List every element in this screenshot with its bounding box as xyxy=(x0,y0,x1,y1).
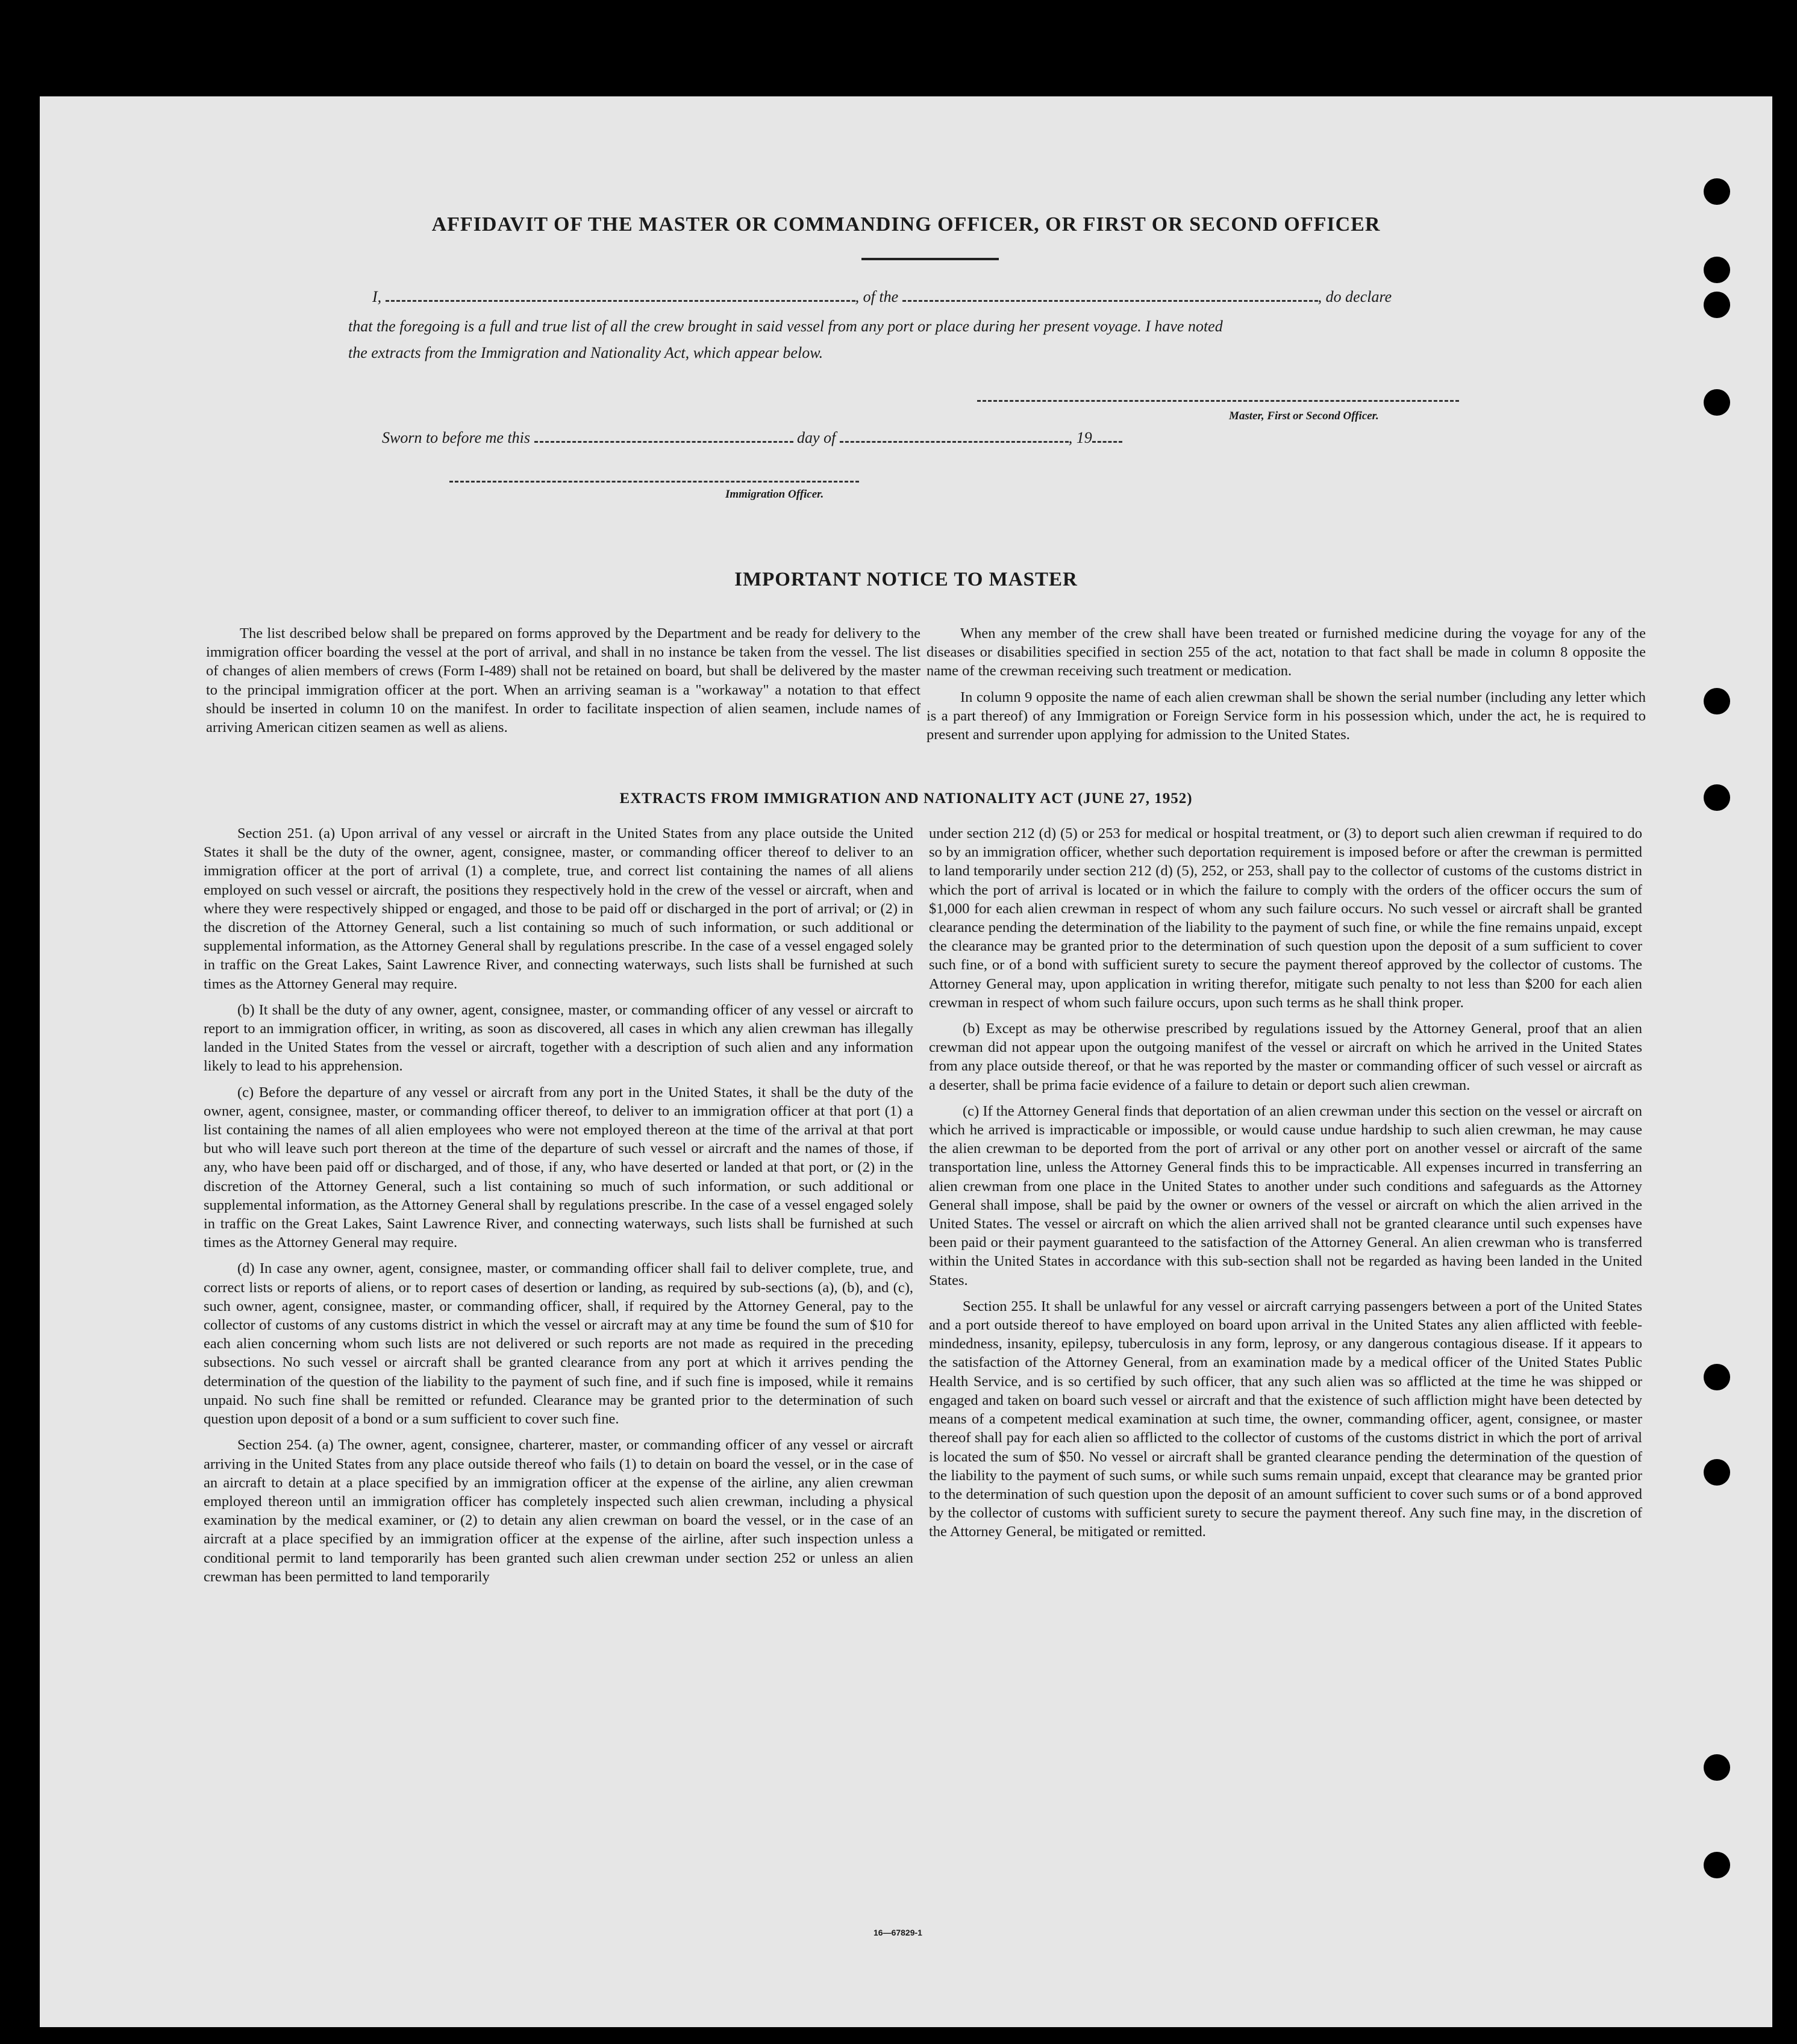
declaration-do-declare: , do declare xyxy=(1317,288,1392,305)
sworn-year-blank[interactable] xyxy=(1092,441,1122,443)
notice-title: IMPORTANT NOTICE TO MASTER xyxy=(734,569,1078,590)
notice-paragraph: The list described below shall be prepared on forms approved by the Department and be ready for delivery to the immigration officer boarding the vessel at the port of arrival, and shall in no instance be taken from the vessel. The list of changes of alien members of crews (Form I-489) shall not be retained on board, but shall be delivered by the master to the principal immigration officer at the port. When an arriving seaman is a "workaway" a notation to that effect should be inserted in column 10 on the manifest. In order to facilitate inspection of alien seamen, include names of arriving American citizen seamen as well as aliens. xyxy=(206,625,920,736)
sworn-line xyxy=(382,429,1122,447)
extracts-right-column xyxy=(929,824,1642,1549)
section-paragraph: (c) If the Attorney General finds that deportation of an alien crewman under this section on the vessel or aircraft on which he arrived is impracticable or impossible, or would cause undue hardship to such alien crewman, he may cause the alien crewman to be deported from the port of arrival or any other port on another vessel or aircraft of the same transportation line, unless the Attorney General finds this to be impracticable. All expenses incurred in transferring an alien crewman from one place in the United States to another under such conditions and safeguards as the Attorney General shall impose, shall be paid by the owner or owners of the vessel or aircraft on which the alien arrived in the United States. The vessel or aircraft on which the alien arrived shall not be granted clearance until such expenses have been paid or their payment guaranteed to the satisfaction of the Attorney General. An alien crewman who is transferred within the United States in accordance with this sub-section shall not be regarded as having been landed in the United States. xyxy=(929,1102,1642,1289)
officer-signature-line[interactable] xyxy=(449,481,859,483)
document-page xyxy=(40,96,1772,2027)
binder-hole xyxy=(1704,1364,1730,1390)
form-number: 16—67829-1 xyxy=(873,1928,922,1937)
sworn-label: Sworn to before me this xyxy=(382,429,531,446)
vessel-blank[interactable] xyxy=(902,300,1318,302)
officer-label: Immigration Officer. xyxy=(725,488,824,501)
notice-paragraph: In column 9 opposite the name of each alien crewman shall be shown the serial number (including any letter which is a part thereof) of any Immigration or Foreign Service form in his possession which, under the act, he is required to present and surrender upon applying for admission to the United States. xyxy=(927,689,1646,743)
binder-hole xyxy=(1704,1459,1730,1486)
extracts-title: EXTRACTS FROM IMMIGRATION AND NATIONALITY ACT (JUNE 27, 1952) xyxy=(619,790,1193,807)
declaration-of-the: , of the xyxy=(855,288,899,305)
sworn-day-blank[interactable] xyxy=(534,441,793,443)
section-paragraph: (b) It shall be the duty of any owner, agent, consignee, master, or commanding officer of any vessel or aircraft to report to an immigration officer, in writing, as soon as discovered, all cases in which any alien crewman has illegally landed in the United States from the vessel or aircraft, together with a description of such alien and any information likely to lead to his apprehension. xyxy=(204,1001,913,1075)
sworn-day-of: day of xyxy=(797,429,836,446)
binder-hole xyxy=(1704,292,1730,318)
section-paragraph: (c) Before the departure of any vessel or aircraft from any port in the United States, it shall be the duty of the owner, agent, consignee, master, or commanding officer thereof, to deliver to an immigration officer at that port (1) a list containing the names of all alien employees who were not employed thereon at the time of the arrival at that port but who will leave such port thereon at the time of the departure of such vessel or aircraft and the names of those, if any, who have been paid off or discharged, and of those, if any, who have deserted or landed at that port, or (2) in the discretion of the Attorney General, such a list containing so much of such information, or such additional or supplemental information, as the Attorney General shall by regulations prescribe. In the case of a vessel engaged solely in traffic on the Great Lakes, Saint Lawrence River, and connecting waterways, such lists shall be furnished at such times as the Attorney General may require. xyxy=(204,1084,913,1251)
sworn-year: , 19 xyxy=(1068,429,1092,446)
notice-left-column xyxy=(206,624,920,744)
section-paragraph: Section 251. (a) Upon arrival of any vessel or aircraft in the United States from any place outside the United States it shall be the duty of the owner, agent, consignee, master, or commanding officer thereof to deliver to an immigration officer at the port of arrival (1) a complete, true, and correct list containing the names of all aliens employed on such vessel or aircraft, the positions they respectively hold in the crew of the vessel or aircraft, when and where they were respectively shipped or engaged, and those to be paid off or discharged in the port of arrival; or (2) in the discretion of the Attorney General, such a list containing so much of such information, or such additional or supplemental information, as the Attorney General shall by regulations prescribe. In the case of a vessel engaged solely in traffic on the Great Lakes, Saint Lawrence River, and connecting waterways, such lists shall be furnished at such times as the Attorney General may require. xyxy=(204,825,913,992)
section-paragraph: Section 255. It shall be unlawful for any vessel or aircraft carrying passengers between a port of the United States and a port outside thereof to have employed on board upon arrival in the United States any alien afflicted with feeble-mindedness, insanity, epilepsy, tuberculosis in any form, leprosy, or any dangerous contagious disease. If it appears to the satisfaction of the Attorney General, from an examination made by a medical officer of the United States Public Health Service, and is so certified by such officer, that any such alien was so afflicted at the time he was shipped or engaged and taken on board such vessel or aircraft and that the existence of such affliction might have been detected by means of a competent medical examination at such time, the owner, commanding officer, agent, consignee, or master thereof shall pay for each alien so afflicted to the collector of customs of the customs district in which the port of arrival is located the sum of $50. No vessel or aircraft shall be granted clearance pending the determination of the question of the liability to the payment of such sums, or while such sums remain unpaid, except that clearance may be granted prior to the determination of such question upon the deposit of an amount sufficient to cover such sums or of a bond approved by the collector of customs with sufficient surety to secure the payment thereof. Any such fine may, in the discretion of the Attorney General, be mitigated or remitted. xyxy=(929,1298,1642,1540)
binder-hole xyxy=(1704,257,1730,283)
extracts-left-column xyxy=(204,824,913,1593)
section-paragraph: Section 254. (a) The owner, agent, consignee, charterer, master, or commanding officer of any vessel or aircraft arriving in the United States from any place outside thereof who fails (1) to detain on board the vessel, or in the case of an aircraft to detain at a place specified by an immigration officer at the expense of the airline, any alien crewman employed thereon until an immigration officer has completely inspected such alien crewman, including a physical examination by the medical examiner, or (2) to detain any alien crewman on board the vessel, or in the case of an aircraft at a place specified by an immigration officer at the expense of the airline, after such inspection unless a conditional permit to land temporarily has been granted such alien crewman under section 252 or unless an alien crewman has been permitted to land temporarily xyxy=(204,1437,913,1585)
binder-hole xyxy=(1704,1754,1730,1781)
section-paragraph: under section 212 (d) (5) or 253 for medical or hospital treatment, or (3) to deport such alien crewman if required to do so by an immigration officer, whether such deportation requirement is imposed before or after the crewman is permitted to land temporarily under section 212 (d) (5), 252, or 253, shall pay to the collector of customs of the customs district in which the port of arrival is located or in which the failure to comply with the orders of the officer occurs the sum of $1,000 for each alien crewman in respect of whom any such failure occurs. No such vessel or aircraft shall be granted clearance pending the determination of the liability to the payment of such fine, or while the fine remains unpaid, except the clearance may be granted prior to the determination of such question upon the deposit of a sum sufficient to cover such fine, or of a bond with sufficient surety to secure the payment thereof approved by the collector of customs. The Attorney General may, upon application in writing therefor, mitigate such penalty to not less than $200 for each alien crewman in respect of whom such failure occurs, upon such terms as he shall think proper. xyxy=(929,825,1642,1011)
notice-paragraph: When any member of the crew shall have been treated or furnished medicine during the voyage for any of the diseases or disabilities specified in section 255 of the act, notation to that fact shall be made in column 8 opposite the name of the crewman receiving such treatment or medication. xyxy=(927,625,1646,680)
name-blank[interactable] xyxy=(386,300,855,302)
declaration-i: I, xyxy=(372,288,382,305)
declaration-line-2: that the foregoing is a full and true list of all the crew brought in said vessel from any port or place during her present voyage. I have noted xyxy=(348,317,1223,335)
master-label: Master, First or Second Officer. xyxy=(1229,410,1379,422)
binder-hole xyxy=(1704,389,1730,416)
binder-hole xyxy=(1704,178,1730,205)
sworn-month-blank[interactable] xyxy=(840,441,1069,443)
notice-right-column xyxy=(927,624,1646,751)
declaration-line-1 xyxy=(372,288,1392,306)
master-signature-line[interactable] xyxy=(977,400,1459,402)
binder-hole xyxy=(1704,1852,1730,1878)
section-paragraph: (b) Except as may be otherwise prescribed by regulations issued by the Attorney General, proof that an alien crewman did not appear upon the outgoing manifest of the vessel or aircraft on which he arrived in the United States from any place outside thereof, or that he was reported by the master or commanding officer of such vessel or aircraft as a deserter, shall be prima facie evidence of a failure to detain or deport such alien crewman. xyxy=(929,1020,1642,1093)
binder-hole xyxy=(1704,688,1730,714)
declaration-line-3: the extracts from the Immigration and Nationality Act, which appear below. xyxy=(348,344,823,361)
section-paragraph: (d) In case any owner, agent, consignee, master, or commanding officer shall fail to deliver complete, true, and correct lists or reports of aliens, or to report cases of desertion or landing, as required by sub-sections (a), (b), and (c), such owner, agent, consignee, master, or commanding officer, shall, if required by the Attorney General, pay to the collector of customs of any customs district in which the vessel or aircraft may at any time be found the sum of $10 for each alien concerning whom such lists are not delivered or such reports are not made as required in the preceding subsections. No such vessel or aircraft shall be granted clearance from any port at which it arrives pending the determination of the question of the liability to the payment of such fine, and if such fine is imposed, while it remains unpaid. No such fine shall be remitted or refunded. Clearance may be granted prior to the determination of such question upon deposit of a bond or a sum sufficient to cover such fine. xyxy=(204,1260,913,1428)
title-underline xyxy=(861,258,999,260)
affidavit-title: AFFIDAVIT OF THE MASTER OR COMMANDING OFFICER, OR FIRST OR SECOND OFFICER xyxy=(431,213,1381,236)
